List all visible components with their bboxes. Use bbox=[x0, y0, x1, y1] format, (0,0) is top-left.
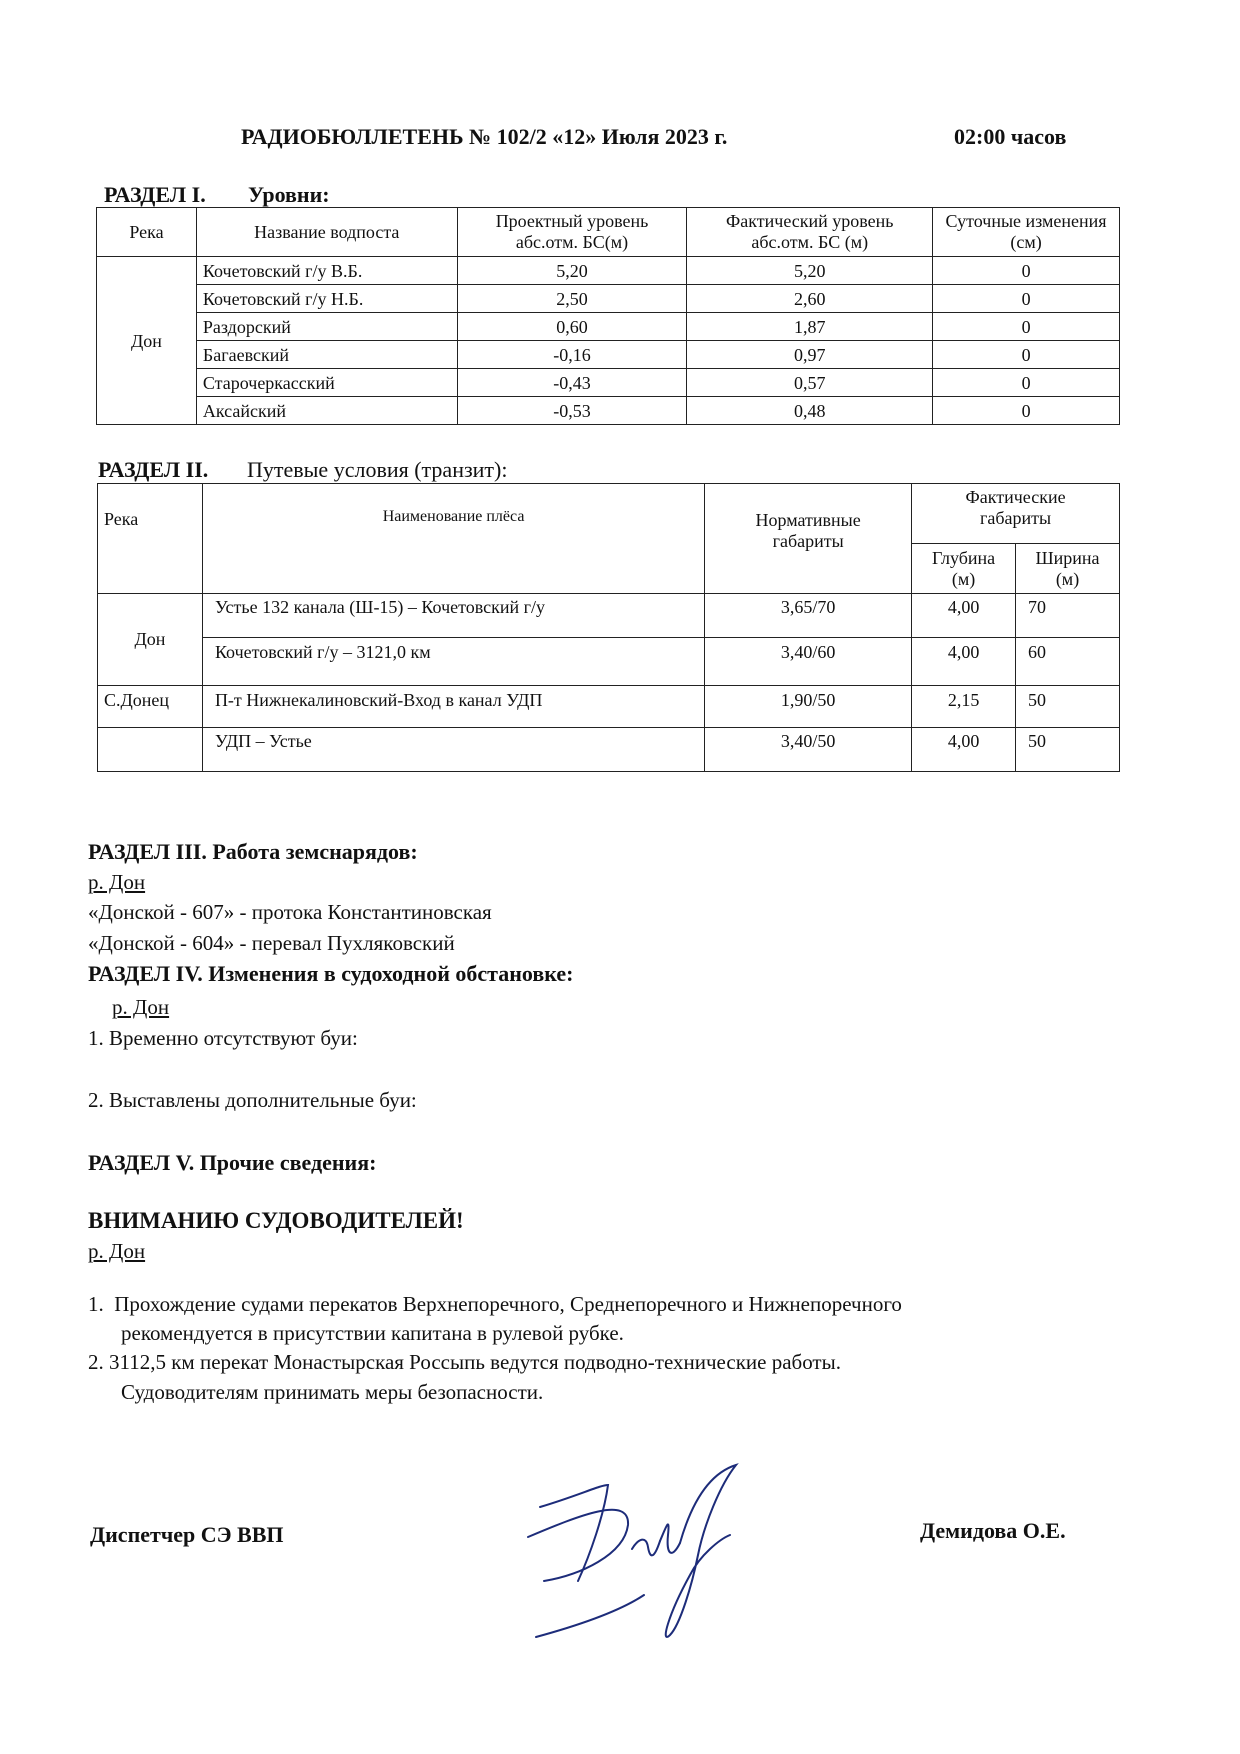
depth-cell: 4,00 bbox=[912, 638, 1016, 686]
change-cell: 0 bbox=[933, 397, 1120, 425]
attention-item-2: 2. 3112,5 км перекат Монастырская Россыпь ведутся подводно-технические работы. bbox=[88, 1350, 841, 1374]
normative-cell: 1,90/50 bbox=[705, 686, 912, 728]
design-cell: -0,43 bbox=[457, 369, 687, 397]
section1-name: Уровни: bbox=[248, 182, 330, 207]
added-buoys-item: 2. Выставлены дополнительные буи: bbox=[88, 1088, 417, 1112]
change-cell: 0 bbox=[933, 341, 1120, 369]
change-cell: 0 bbox=[933, 285, 1120, 313]
section2-label: РАЗДЕЛ II. bbox=[98, 457, 209, 482]
depth-cell: 4,00 bbox=[912, 728, 1016, 772]
design-cell: 5,20 bbox=[457, 257, 687, 285]
attention-river: р. Дон bbox=[88, 1239, 146, 1263]
normative-cell: 3,65/70 bbox=[705, 594, 912, 638]
section4-river: р. Дон bbox=[112, 995, 170, 1019]
header-actual-level: Фактический уровень абс.отм. БС (м) bbox=[687, 208, 933, 257]
section2-name: Путевые условия (транзит): bbox=[247, 457, 508, 482]
reach-cell: П-т Нижнекалиновский-Вход в канал УДП bbox=[202, 686, 704, 728]
post-cell: Аксайский bbox=[196, 397, 457, 425]
reach-cell: Кочетовский г/у – 3121,0 км bbox=[202, 638, 704, 686]
width-cell: 70 bbox=[1016, 594, 1120, 638]
dispatcher-position: Диспетчер СЭ ВВП bbox=[90, 1522, 284, 1547]
table-row bbox=[98, 728, 1120, 772]
header-river: Река bbox=[98, 484, 203, 594]
header-design-level: Проектный уровень абс.отм. БС(м) bbox=[457, 208, 687, 257]
river-cell-empty bbox=[98, 728, 203, 772]
post-cell: Багаевский bbox=[196, 341, 457, 369]
depth-cell: 2,15 bbox=[912, 686, 1016, 728]
depth-cell: 4,00 bbox=[912, 594, 1016, 638]
route-conditions-table bbox=[97, 483, 1120, 772]
design-cell: 0,60 bbox=[457, 313, 687, 341]
header-actual: Фактические габариты bbox=[912, 484, 1120, 544]
width-cell: 50 bbox=[1016, 686, 1120, 728]
width-cell: 50 bbox=[1016, 728, 1120, 772]
header-river: Река bbox=[97, 208, 197, 257]
header-width: Ширина (м) bbox=[1016, 544, 1120, 594]
river-cell: С.Донец bbox=[98, 686, 203, 728]
dredger-line: «Донской - 604» - перевал Пухляковский bbox=[88, 931, 455, 955]
actual-cell: 1,87 bbox=[687, 313, 933, 341]
bulletin-time: 02:00 часов bbox=[954, 124, 1067, 149]
post-cell: Старочеркасский bbox=[196, 369, 457, 397]
section4-heading: РАЗДЕЛ IV. Изменения в судоходной обстановке: bbox=[88, 961, 574, 986]
levels-header-row bbox=[97, 208, 1120, 257]
attention-heading: ВНИМАНИЮ СУДОВОДИТЕЛЕЙ! bbox=[88, 1208, 464, 1233]
header-depth: Глубина (м) bbox=[912, 544, 1016, 594]
attention-item-2-cont: Судоводителям принимать меры безопасности. bbox=[121, 1380, 544, 1404]
attention-item-1: 1. Прохождение судами перекатов Верхнепоречного, Среднепоречного и Нижнепоречного bbox=[88, 1292, 902, 1316]
actual-cell: 2,60 bbox=[687, 285, 933, 313]
width-cell: 60 bbox=[1016, 638, 1120, 686]
normative-cell: 3,40/60 bbox=[705, 638, 912, 686]
change-cell: 0 bbox=[933, 257, 1120, 285]
table-row bbox=[97, 341, 1120, 369]
table-row bbox=[97, 397, 1120, 425]
design-cell: -0,16 bbox=[457, 341, 687, 369]
signature-image bbox=[520, 1455, 780, 1655]
table-row bbox=[97, 313, 1120, 341]
levels-table bbox=[96, 207, 1120, 425]
section3-heading: РАЗДЕЛ III. Работа земснарядов: bbox=[88, 839, 418, 864]
post-cell: Раздорский bbox=[196, 313, 457, 341]
actual-cell: 0,48 bbox=[687, 397, 933, 425]
attention-item-1-cont: рекомендуется в присутствии капитана в рулевой рубке. bbox=[121, 1321, 624, 1345]
section1-label: РАЗДЕЛ I. bbox=[104, 182, 206, 207]
post-cell: Кочетовский г/у Н.Б. bbox=[196, 285, 457, 313]
header-post: Название водпоста bbox=[196, 208, 457, 257]
table-row bbox=[97, 285, 1120, 313]
design-cell: 2,50 bbox=[457, 285, 687, 313]
header-normative: Нормативные габариты bbox=[705, 484, 912, 594]
actual-cell: 5,20 bbox=[687, 257, 933, 285]
design-cell: -0,53 bbox=[457, 397, 687, 425]
dispatcher-name: Демидова О.Е. bbox=[920, 1518, 1066, 1543]
table-row bbox=[98, 686, 1120, 728]
route-header-row bbox=[98, 484, 1120, 544]
river-cell: Дон bbox=[98, 594, 203, 686]
reach-cell: Устье 132 канала (Ш-15) – Кочетовский г/у bbox=[202, 594, 704, 638]
header-daily-change: Суточные изменения (см) bbox=[933, 208, 1120, 257]
header-reach: Наименование плёса bbox=[202, 484, 704, 594]
dredger-line: «Донской - 607» - протока Константиновская bbox=[88, 900, 492, 924]
reach-cell: УДП – Устье bbox=[202, 728, 704, 772]
table-row bbox=[97, 369, 1120, 397]
table-row bbox=[98, 638, 1120, 686]
actual-cell: 0,57 bbox=[687, 369, 933, 397]
bulletin-title: РАДИОБЮЛЛЕТЕНЬ № 102/2 «12» Июля 2023 г. bbox=[241, 124, 728, 149]
table-row bbox=[97, 257, 1120, 285]
change-cell: 0 bbox=[933, 369, 1120, 397]
section3-river: р. Дон bbox=[88, 870, 146, 894]
post-cell: Кочетовский г/у В.Б. bbox=[196, 257, 457, 285]
actual-cell: 0,97 bbox=[687, 341, 933, 369]
table-row bbox=[98, 594, 1120, 638]
change-cell: 0 bbox=[933, 313, 1120, 341]
missing-buoys-item: 1. Временно отсутствуют буи: bbox=[88, 1026, 358, 1050]
normative-cell: 3,40/50 bbox=[705, 728, 912, 772]
river-cell: Дон bbox=[97, 257, 197, 425]
section5-heading: РАЗДЕЛ V. Прочие сведения: bbox=[88, 1150, 377, 1175]
